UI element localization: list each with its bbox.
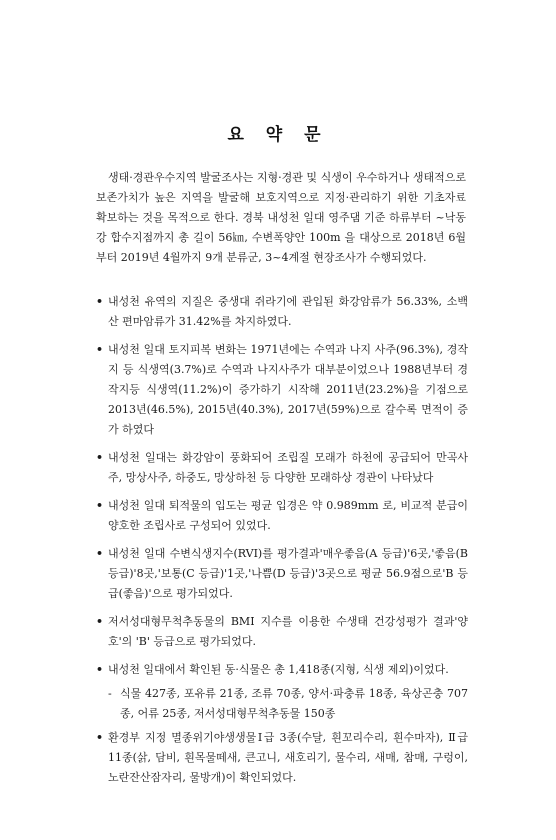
list-item [96,544,468,604]
list-item-text: 내성천 일대는 화강암이 풍화되어 조립질 모래가 하천에 공급되어 만곡사주, 망상사주, 하중도, 망상하천 등 다양한 모래하상 경관이 나타났다 [108,451,468,484]
list-item [96,292,468,332]
list-item [96,660,468,680]
bullet-icon: • [96,499,104,512]
list-item-text: 내성천 일대 퇴적물의 입도는 평균 입경은 약 0.989mm 로, 비교적 분급이 양호한 조립사로 구성되어 있었다. [108,499,468,532]
list-item [96,728,468,788]
bullet-icon: • [96,343,104,356]
sub-list-item [96,684,468,724]
list-item [96,496,468,536]
summary-list [96,292,468,796]
intro-paragraph: 생태·경관우수지역 발굴조사는 지형·경관 및 식생이 우수하거나 생태적으로 보존가치가 높은 지역을 발굴해 보호지역으로 지정·관리하기 위한 기초자료 확보하는 것을 목적으로 한다. 경북 내성천 일대 영주댐 기준 하류부터 ~낙동강 합수지점까지 총 길이 56㎞, 수변폭양안 100m 을 대상으로 2018년 6월부터 2019년 4월까지 9개 분류군, 3~4계절 현장조사가 수행되었다. [96,171,466,264]
list-item-text: 환경부 지정 멸종위기야생생물Ⅰ급 3종(수달, 흰꼬리수리, 흰수마자), Ⅱ급 11종(삵, 담비, 흰목물떼새, 큰고니, 새호리기, 물수리, 새매, 참매, 구렁이, 노란잔산잠자리, 물방개)이 확인되었다. [108,731,468,784]
list-item [96,340,468,440]
list-item [96,448,468,488]
sub-list-item-text: 식물 427종, 포유류 21종, 조류 70종, 양서·파충류 18종, 육상곤충 707종, 어류 25종, 저서성대형무척추동물 150종 [120,687,468,720]
list-item-text: 내성천 유역의 지질은 중생대 쥐라기에 관입된 화강암류가 56.33%, 소백산 편마암류가 31.42%를 차지하였다. [108,295,468,328]
dash-icon: - [108,687,112,700]
list-item-text: 내성천 일대에서 확인된 동·식물은 총 1,418종(지형, 식생 제외)이었다. [108,663,449,676]
page-title: 요 약 문 [227,125,329,145]
bullet-icon: • [96,615,104,628]
bullet-icon: • [96,295,104,308]
list-item-text: 내성천 일대 수변식생지수(RVI)를 평가결과'매우좋음(A 등급)'6곳,'좋음(B 등급)'8곳,'보통(C 등급)'1곳,'나쁨(D 등급)'3곳으로 평균 56.9점으로'B 등급(좋음)'으로 평가되었다. [108,547,468,600]
bullet-icon: • [96,731,104,744]
bullet-icon: • [96,451,104,464]
list-item [96,612,468,652]
list-item-text: 저서성대형무척추동물의 BMI 지수를 이용한 수생태 건강성평가 결과'양호'의 'B' 등급으로 평가되었다. [108,615,468,648]
bullet-icon: • [96,547,104,560]
list-item-text: 내성천 일대 토지피복 변화는 1971년에는 수역과 나지 사주(96.3%), 경작지 등 식생역(3.7%)로 수역과 나지사주가 대부분이었으나 1988년부터 경작지등 식생역(11.2%)이 증가하기 시작해 2011년(23.2%)을 기점으로 2013년(46.5%), 2015년(40.3%), 2017년(59%)으로 갈수록 면적이 증가 하였다 [108,343,468,436]
bullet-icon: • [96,663,104,676]
